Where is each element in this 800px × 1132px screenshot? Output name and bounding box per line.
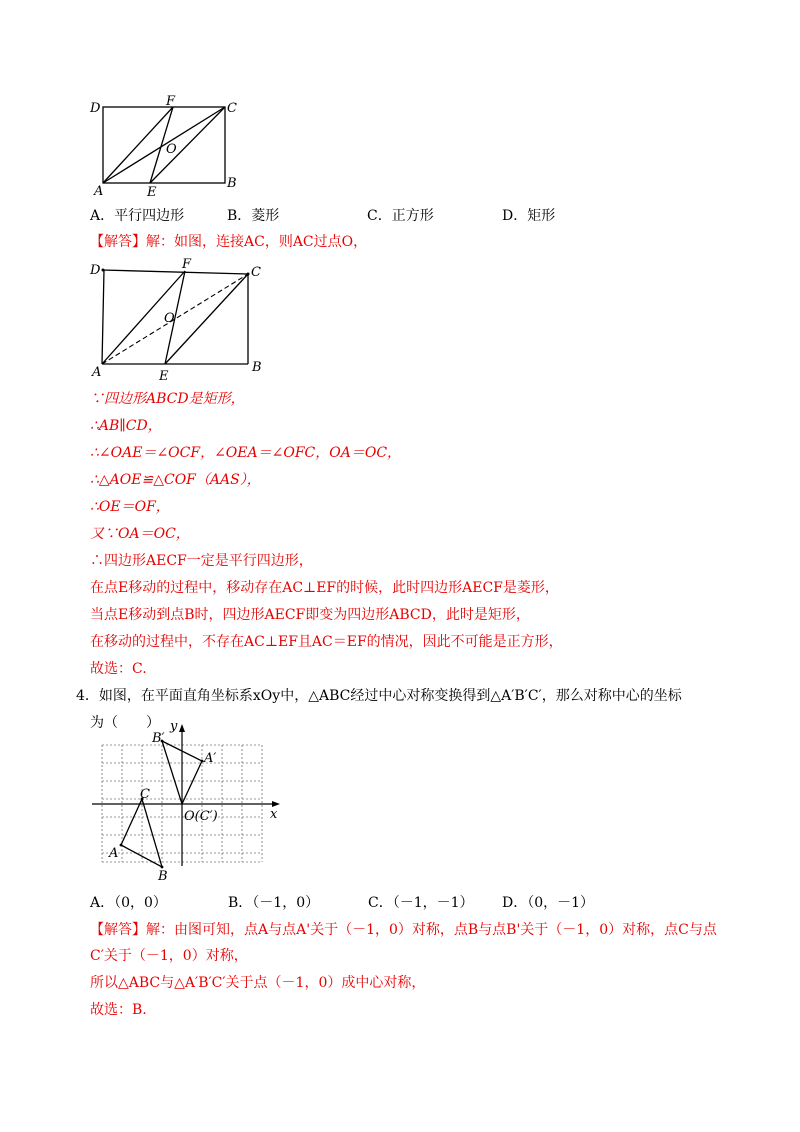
solution-line: 故选：C. bbox=[90, 661, 147, 677]
solution-line: ∴OE＝OF， bbox=[90, 499, 170, 515]
fig2-label-d: D bbox=[90, 263, 101, 278]
solution-tag: 【解答】 bbox=[90, 234, 146, 250]
fig2-label-a: A bbox=[92, 365, 102, 380]
solution-line: 又∵OA＝OC， bbox=[90, 526, 190, 542]
fig2-label-c: C bbox=[251, 265, 261, 280]
figure-coordinate-grid bbox=[90, 718, 290, 888]
fig2-label-e: E bbox=[159, 369, 169, 384]
solution-line: ∵四边形ABCD是矩形， bbox=[90, 391, 245, 407]
fig3-label-c: C bbox=[140, 787, 150, 802]
solution-intro-text: 解：如图，连接AC，则AC过点O， bbox=[146, 234, 368, 250]
figure-rectangle-abcd bbox=[90, 95, 250, 200]
fig3-label-ap: A′ bbox=[204, 751, 217, 766]
q4-solution-line4: 故选：B. bbox=[90, 1002, 147, 1018]
fig1-label-o: O bbox=[166, 142, 177, 157]
solution-line: 当点E移动到点B时，四边形AECF即变为四边形ABCD，此时是矩形， bbox=[90, 607, 530, 623]
q4-option-b: B．（－1，0） bbox=[228, 895, 320, 911]
q4-solution-line2: C′关于（－1，0）对称， bbox=[90, 948, 248, 964]
fig1-label-b: B bbox=[227, 176, 237, 191]
figure-rectangle-solution bbox=[90, 258, 275, 383]
fig1-label-d: D bbox=[90, 101, 101, 116]
q4-option-c: C．（－1，－1） bbox=[368, 895, 474, 911]
q4-solution-text: 解：由图可知，点A与点A'关于（－1，0）对称，点B与点B'关于（－1，0）对称，点C与点 bbox=[146, 922, 717, 938]
fig3-label-o: O(C′) bbox=[184, 809, 218, 824]
q3-option-a: A．平行四边形 bbox=[90, 208, 185, 224]
solution-line: 在移动的过程中，不存在AC⊥EF且AC＝EF的情况，因此不可能是正方形， bbox=[90, 634, 563, 650]
fig1-label-e: E bbox=[147, 185, 157, 200]
q4-stem-line1: 4．如图，在平面直角坐标系xOy中，△ABC经过中心对称变换得到△A′B′C′，那么对称中心的坐标 bbox=[76, 688, 682, 704]
q3-option-b: B．菱形 bbox=[227, 208, 280, 224]
fig2-label-f: F bbox=[182, 257, 192, 272]
fig3-label-x: x bbox=[270, 807, 278, 822]
fig3-label-bp: B′ bbox=[152, 731, 165, 746]
solution-line: ∴△AOE≌△COF（AAS）， bbox=[90, 472, 261, 488]
fig3-label-a: A bbox=[109, 846, 119, 861]
fig1-label-a: A bbox=[94, 184, 104, 199]
fig2-label-b: B bbox=[252, 360, 262, 375]
q3-solution-intro bbox=[90, 232, 367, 252]
fig3-label-b: B bbox=[158, 869, 168, 884]
solution-tag: 【解答】 bbox=[90, 922, 146, 938]
solution-line: ∴∠OAE＝∠OCF，∠OEA＝∠OFC，OA＝OC， bbox=[90, 445, 402, 461]
q4-option-a: A．（0，0） bbox=[90, 895, 167, 911]
solution-line: ∴AB∥CD， bbox=[90, 418, 162, 434]
q4-option-d: D．（0，－1） bbox=[502, 895, 595, 911]
solution-line: 在点E移动的过程中，移动存在AC⊥EF的时候，此时四边形AECF是菱形， bbox=[90, 580, 559, 596]
fig1-label-c: C bbox=[227, 101, 237, 116]
fig2-label-o: O bbox=[164, 311, 175, 326]
fig3-label-y: y bbox=[170, 719, 178, 734]
q4-solution-line1 bbox=[90, 920, 717, 940]
q4-stem-line2: 为（ ） bbox=[90, 715, 160, 731]
q4-solution-line3: 所以△ABC与△A′B′C′关于点（－1，0）成中心对称， bbox=[90, 975, 426, 991]
solution-line: ∴四边形AECF一定是平行四边形， bbox=[90, 553, 313, 569]
q3-option-d: D．矩形 bbox=[502, 208, 556, 224]
q3-option-c: C．正方形 bbox=[367, 208, 434, 224]
fig1-label-f: F bbox=[166, 94, 176, 109]
